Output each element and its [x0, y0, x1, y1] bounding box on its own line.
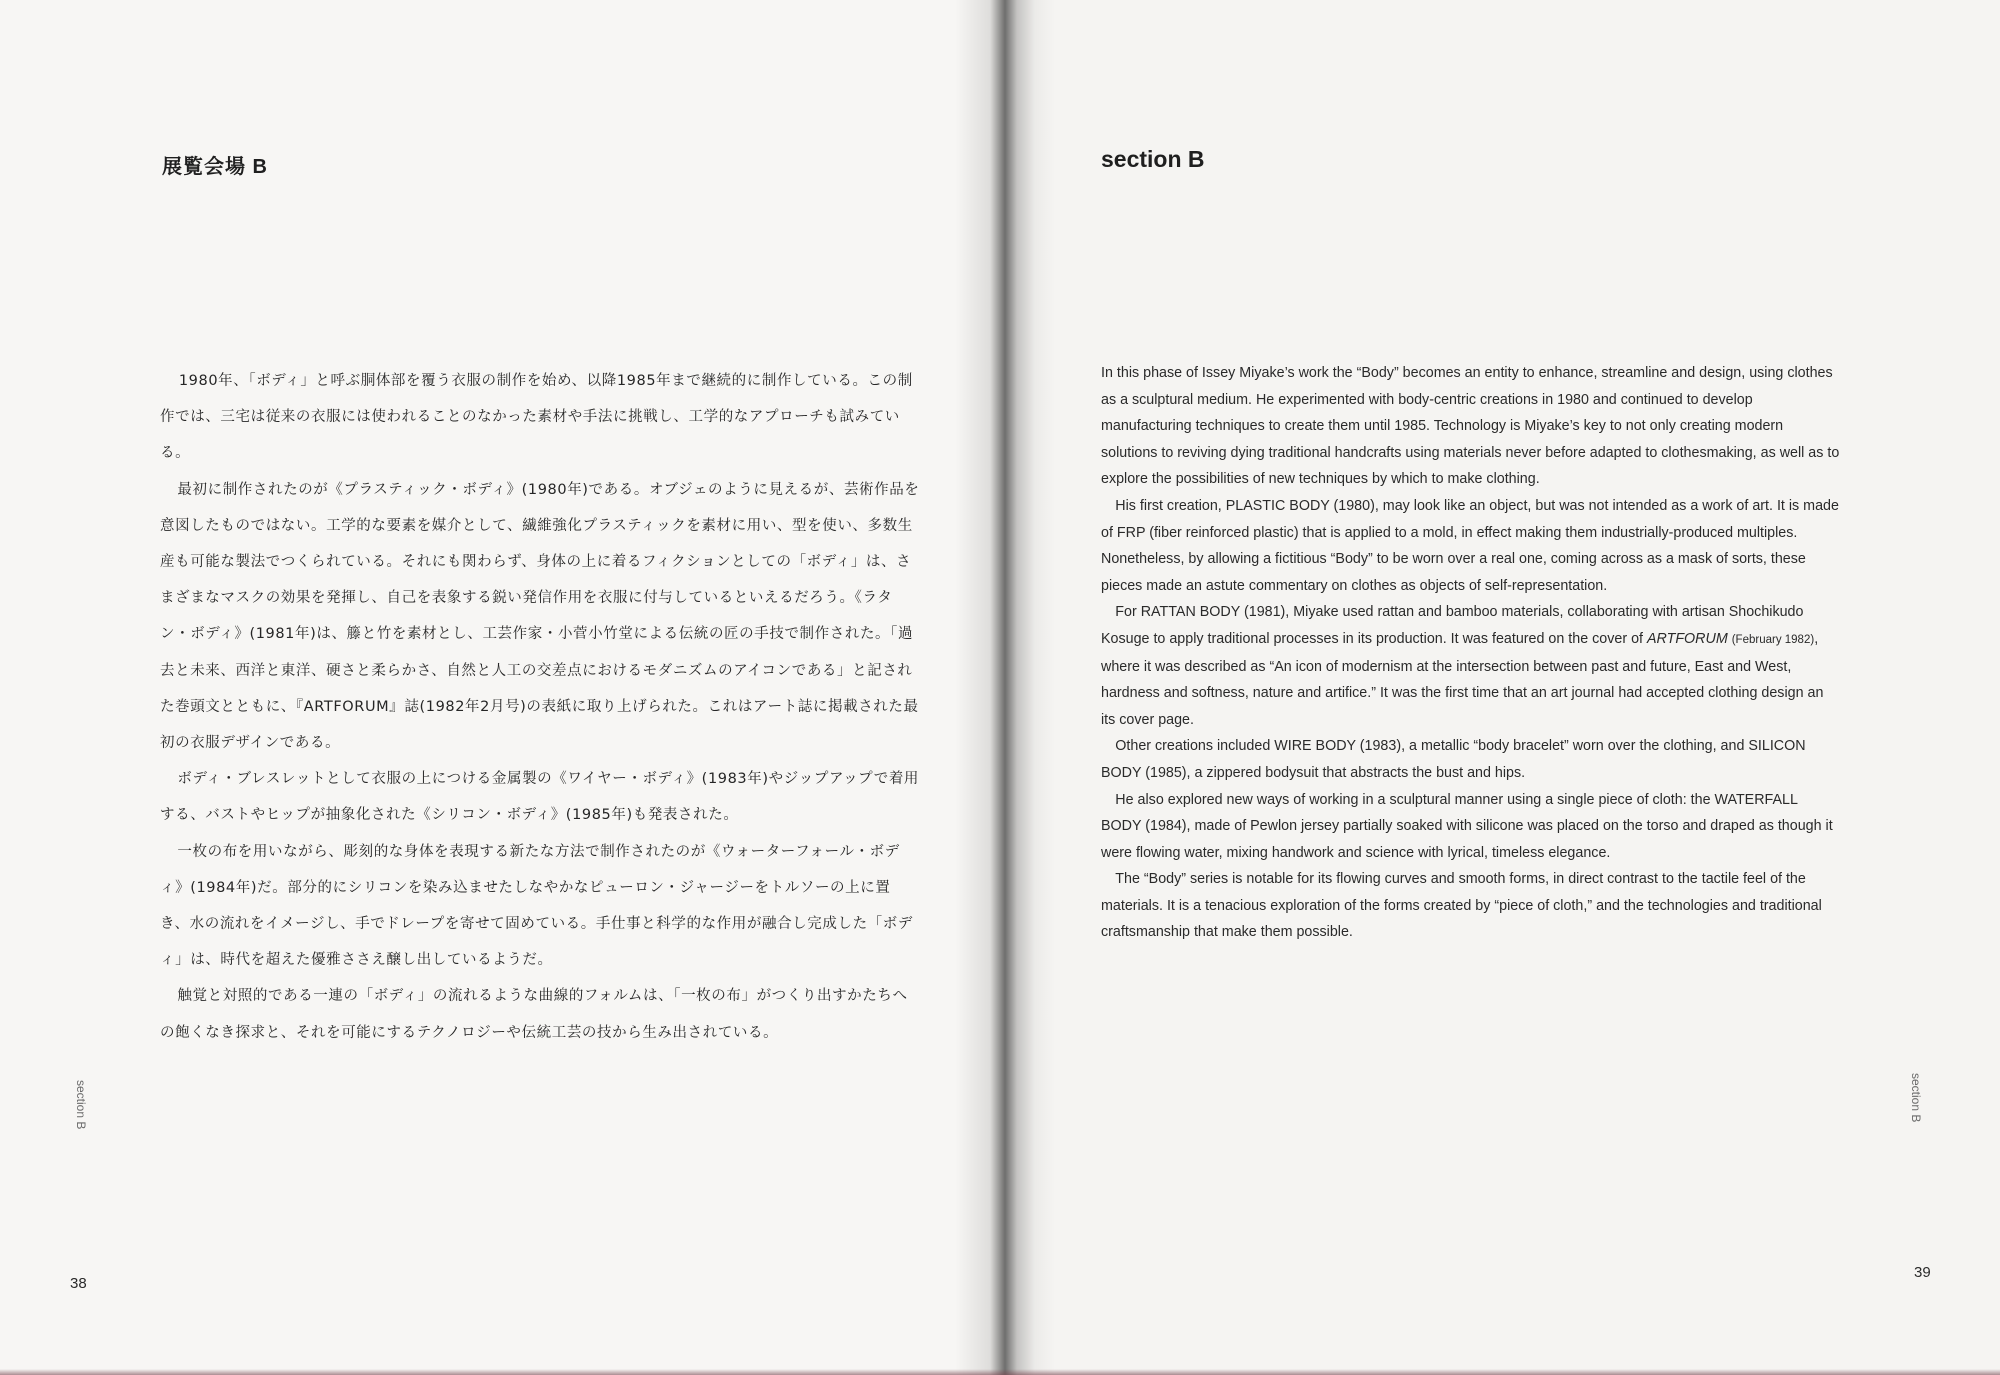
running-head-right: section B [1909, 1073, 1923, 1123]
paragraph-jp-4: 一枚の布を用いながら、彫刻的な身体を表現する新たな方法で制作されたのが《ウォーターフォール・ボディ》(1984年)だ。部分的にシリコンを染み込ませたしなやかなピューロン・ジャージーをトルソーの上に置き、水の流れをイメージし、手でドレープを寄せて固めている。手仕事と科学的な作用が融合し完成した「ボディ」は、時代を超えた優雅ささえ醸し出しているようだ。 [160, 843, 913, 969]
section-heading-en: section B [1101, 146, 1205, 172]
magazine-title: ARTFORUM [1646, 630, 1728, 647]
body-text-jp [160, 363, 920, 1051]
right-page [1000, 0, 2000, 1375]
paragraph-jp-2: 最初に制作されたのが《プラスティック・ボディ》(1980年)である。オブジェのように見えるが、芸術作品を意図したものではない。工学的な要素を媒介として、繊維強化プラスティックを素材に用い、型を使い、多数生産も可能な製法でつくられている。それにも関わらず、身体の上に着るフィクションとしての「ボディ」は、さまざまなマスクの効果を発揮し、自己を表象する鋭い発信作用を衣服に付与しているといえるだろう。《ラタン・ボディ》(1981年)は、籐と竹を素材とし、工芸作家・小菅小竹堂による伝統の匠の手技で制作された。「過去と未来、西洋と東洋、硬さと柔らかさ、自然と人工の交差点におけるモダニズムのアイコンである」と記された巻頭文とともに、『ARTFORUM』誌(1982年2月号)の表紙に取り上げられた。これはアート誌に掲載された最初の衣服デザインである。 [160, 481, 920, 752]
paragraph-en-1: In this phase of Issey Miyake’s work the “Body” becomes an entity to enhance, streamline and design, using clothes as a sculptural medium. He experimented with body-centric creations in 1980 and continued to develop manufacturing techniques to create them until 1985. Technology is Miyake’s key to not only creating modern solutions to reviving dying traditional handcrafts using materials never before adapted to clothesmaking, as well as to explore the possibilities of new techniques by which to make clothing. [1101, 365, 1840, 488]
paragraph-jp-3: ボディ・ブレスレットとして衣服の上につける金属製の《ワイヤー・ボディ》(1983年)やジップアップで着用する、バストやヒップが抽象化された《シリコン・ボディ》(1985年)も発表された。 [160, 771, 920, 824]
paragraph-en-6: The “Body” series is notable for its flowing curves and smooth forms, in direct contrast to the tactile feel of the materials. It is a tenacious exploration of the forms created by “piece of cloth,” and the technologies and traditional craftsmanship that make them possible. [1101, 871, 1822, 941]
paragraph-jp-5: 触覚と対照的である一連の「ボディ」の流れるような曲線的フォルムは、「一枚の布」がつくり出すかたちへの飽くなき探求と、それを可能にするテクノロジーや伝統工芸の技から生み出されている。 [160, 988, 908, 1041]
paragraph-en-5: He also explored new ways of working in a sculptural manner using a single piece of cloth: the WATERFALL BODY (1984), made of Pewlon jersey partially soaked with silicone was placed on the torso and draped as though it were flowing water, mixing handwork and science with lyrical, timeless elegance. [1101, 791, 1833, 861]
section-heading-jp: 展覧会場 B [162, 156, 268, 178]
running-head-left: section B [74, 1080, 88, 1130]
magazine-issue: (February 1982) [1731, 633, 1815, 646]
rattan-text-before: For RATTAN BODY (1981), Miyake used rattan and bamboo materials, collaborating with artisan Shochikudo Kosuge to apply traditional processes in its production. It was featured on the cover of [1101, 604, 1804, 647]
paragraph-en-4: Other creations included WIRE BODY (1983), a metallic “body bracelet” worn over the clothing, and SILICON BODY (1985), a zippered bodysuit that abstracts the bust and hips. [1101, 738, 1806, 781]
rattan-text-after: , where it was described as “An icon of modernism at the intersection between past and future, East and West, hardness and softness, nature and artifice.” It was the first time that an art journal had accepted clothing design an its cover page. [1101, 630, 1824, 728]
body-text-en [1101, 360, 1841, 946]
paragraph-en-3 [1101, 599, 1841, 733]
page-number-left: 38 [70, 1275, 87, 1292]
paragraph-jp-1: 1980年、「ボディ」と呼ぶ胴体部を覆う衣服の制作を始め、以降1985年まで継続的に制作している。この制作では、三宅は従来の衣服には使われることのなかった素材や手法に挑戦し、工学的なアプローチも試みている。 [160, 373, 913, 462]
paragraph-en-2: His first creation, PLASTIC BODY (1980), may look like an object, but was not intended as a work of art. It is made of FRP (fiber reinforced plastic) that is applied to a mold, in effect making them industrially-produced multiples. Nonetheless, by allowing a fictitious “Body” to be worn over a real one, coming across as a mask of sorts, these pieces made an astute commentary on clothes as objects of self-representation. [1101, 497, 1839, 594]
page-number-right: 39 [1914, 1264, 1931, 1281]
page-bottom-edge [0, 1369, 2000, 1375]
